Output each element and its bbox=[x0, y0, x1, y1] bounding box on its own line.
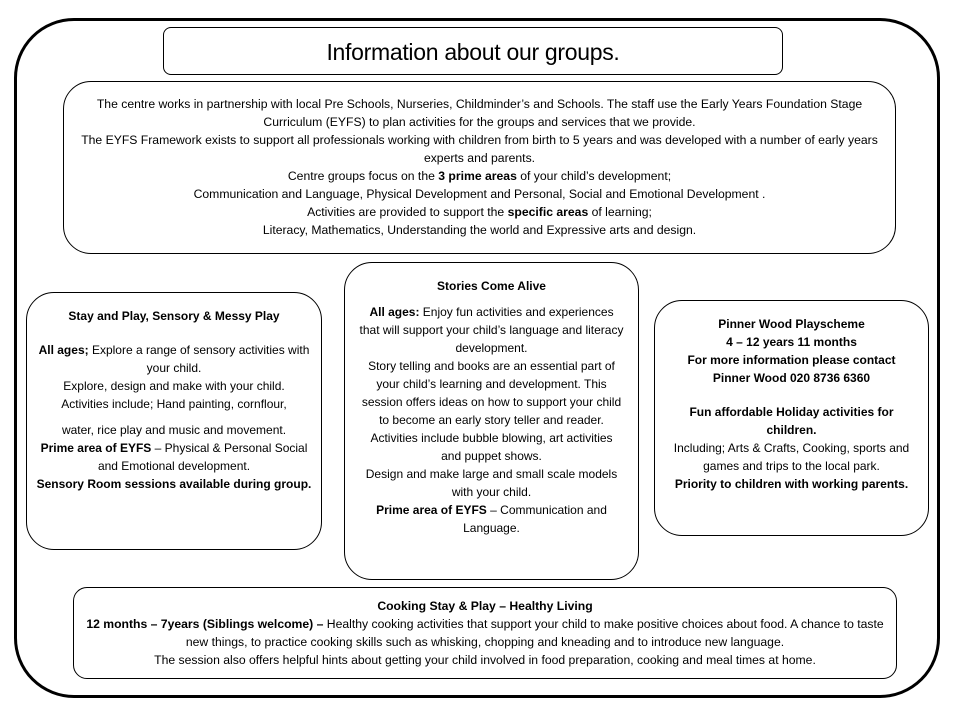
intro-prime-pre: Centre groups focus on the bbox=[287, 169, 439, 183]
cooking-session-text: The session also offers helpful hints about getting your child involved in food preparation, cooking and meal times at home. bbox=[154, 653, 816, 667]
pinner-info: For more information please contact bbox=[687, 353, 896, 367]
cooking-ages-line bbox=[84, 615, 886, 651]
stay-heading: Stay and Play, Sensory & Messy Play bbox=[68, 309, 280, 323]
stay-ages-text: Explore a range of sensory activities with your child. bbox=[88, 343, 310, 375]
intro-prime-areas-line bbox=[74, 167, 885, 185]
stay-and-play-panel bbox=[26, 292, 322, 550]
spacer bbox=[35, 413, 313, 421]
stay-sensory-room-text: Sensory Room sessions available during group. bbox=[36, 477, 312, 491]
intro-specific-post: of learning; bbox=[588, 205, 652, 219]
intro-framework-text: The EYFS Framework exists to support all professionals working with children from birth to 5 years and was developed with a number of early years experts and parents. bbox=[81, 133, 878, 165]
stories-prime-label: Prime area of EYFS bbox=[376, 503, 487, 517]
stay-ages-line bbox=[35, 341, 313, 377]
stay-explore-text: Explore, design and make with your child. bbox=[63, 379, 285, 393]
pinner-heading: Pinner Wood Playscheme bbox=[718, 317, 865, 331]
stories-come-alive-panel bbox=[344, 262, 639, 580]
pinner-including-text: Including; Arts & Crafts, Cooking, sports and games and trips to the local park. bbox=[673, 441, 910, 473]
cooking-ages-label: 12 months – 7years (Siblings welcome) – bbox=[86, 617, 324, 631]
stay-prime-text: – Physical & Personal Social and Emotional development. bbox=[97, 441, 308, 473]
intro-specific-pre: Activities are provided to support the bbox=[307, 205, 508, 219]
pinner-ages: 4 – 12 years 11 months bbox=[726, 335, 857, 349]
pinner-phone: Pinner Wood 020 8736 6360 bbox=[712, 371, 871, 385]
stories-prime-line bbox=[359, 501, 624, 537]
spacer bbox=[665, 387, 918, 403]
stay-activities-text-2: water, rice play and music and movement. bbox=[61, 423, 287, 437]
intro-partnership-text: The centre works in partnership with local Pre Schools, Nurseries, Childminder’s and Schools. The staff use the Early Years Foundation Stage Curriculum (EYFS) to plan activities for the groups and services that we provide. bbox=[96, 97, 863, 129]
stay-ages-label: All ages; bbox=[38, 343, 89, 357]
pinner-wood-panel bbox=[654, 300, 929, 536]
spacer bbox=[35, 325, 313, 341]
stories-ages-label: All ages: bbox=[369, 305, 420, 319]
stay-prime-line bbox=[35, 439, 313, 475]
page-title: Information about our groups. bbox=[163, 27, 783, 75]
cooking-panel bbox=[73, 587, 897, 679]
stay-activities-text: Activities include; Hand painting, cornflour, bbox=[61, 397, 287, 411]
cooking-heading: Cooking Stay & Play – Healthy Living bbox=[377, 599, 593, 613]
intro-panel bbox=[63, 81, 896, 254]
intro-prime-post: of your child’s development; bbox=[516, 169, 672, 183]
intro-prime-bold: 3 prime areas bbox=[438, 169, 517, 183]
stories-design-text: Design and make large and small scale models with your child. bbox=[365, 467, 618, 499]
intro-prime-list: Communication and Language, Physical Development and Personal, Social and Emotional Development . bbox=[193, 187, 766, 201]
stories-prime-text: – Communication and Language. bbox=[463, 503, 607, 535]
intro-specific-list: Literacy, Mathematics, Understanding the world and Expressive arts and design. bbox=[262, 223, 697, 237]
stories-ages-text: Enjoy fun activities and experiences that will support your child’s language and literacy development. bbox=[359, 305, 624, 355]
cooking-ages-text: Healthy cooking activities that support your child to make positive choices about food. A chance to taste new things, to practice cooking skills such as whisking, chopping and kneading and to introduce new language. bbox=[185, 617, 884, 649]
stories-ages-line bbox=[359, 303, 624, 357]
stories-activities-text: Activities include bubble blowing, art activities and puppet shows. bbox=[370, 431, 613, 463]
stay-prime-label: Prime area of EYFS bbox=[40, 441, 152, 455]
intro-specific-areas-line bbox=[74, 203, 885, 221]
stories-heading: Stories Come Alive bbox=[437, 279, 546, 293]
pinner-priority-text: Priority to children with working parents. bbox=[674, 477, 909, 491]
spacer bbox=[359, 295, 624, 303]
pinner-fun-text: Fun affordable Holiday activities for children. bbox=[689, 405, 894, 437]
stories-telling-text: Story telling and books are an essential part of your child’s learning and development. This session offers ideas on how to support your child to become an early story teller and reader. bbox=[361, 359, 622, 427]
intro-specific-bold: specific areas bbox=[507, 205, 589, 219]
